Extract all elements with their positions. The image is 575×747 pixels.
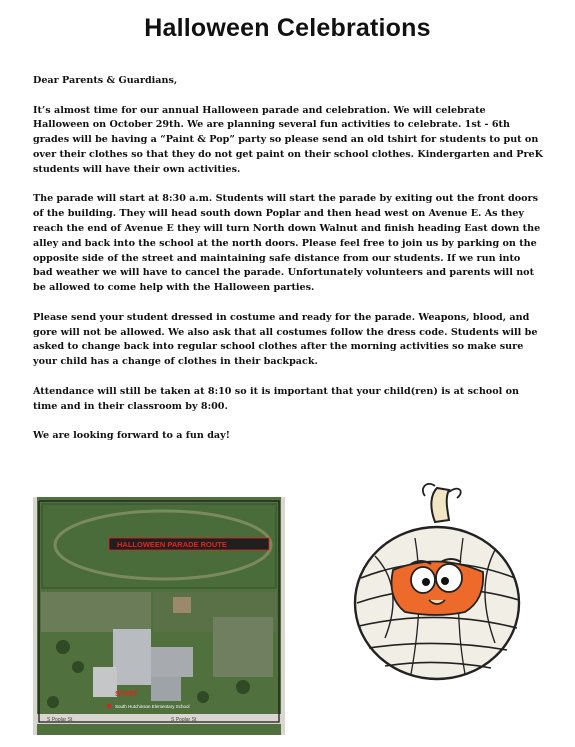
school-label: South Hutchinson Elementary School xyxy=(115,704,190,709)
route-label: HALLOWEEN PARADE ROUTE xyxy=(117,540,227,549)
paragraph-costume: Please send your student dressed in costume and ready for the parade. Weapons, blood, and gore will not be allowed. We also ask that all costumes follow the dress code. Students will be asked to change back into regular school clothes after the morning activities so make sure your child has a change of clothes in their backpack. xyxy=(33,311,538,368)
mummy-pumpkin-illustration xyxy=(345,478,530,683)
page-title: Halloween Celebrations xyxy=(144,14,431,42)
aerial-map-image xyxy=(33,497,285,735)
mummy-pumpkin-icon xyxy=(345,478,530,683)
letter-body xyxy=(33,74,543,459)
greeting: Dear Parents & Guardians, xyxy=(33,75,178,86)
paragraph-parade: The parade will start at 8:30 a.m. Students will start the parade by exiting out the front doors of the building. They will head south down Poplar and then head west on Avenue E. As they reach the end of Avenue E they will turn North down Walnut and finish heading East down the alley and back into the school at the north doors. Please feel free to join us by parking on the opposite side of the street and maintaining safe distance from our students. If we run into bad weather we will have to cancel the parade. Unfortunately volunteers and parents will not be allowed to come help with the Halloween parties. xyxy=(33,193,541,294)
paragraph-attendance: Attendance will still be taken at 8:10 so it is important that your child(ren) is at school on time and in their classroom by 8:00. xyxy=(33,385,519,412)
street-label-left: S Poplar St xyxy=(47,717,73,723)
street-label-right: S Poplar St xyxy=(171,717,197,723)
paragraph-closing: We are looking forward to a fun day! xyxy=(33,430,230,442)
start-label: START xyxy=(115,691,138,698)
paragraph-intro: It’s almost time for our annual Halloween parade and celebration. We will celebrate Halloween on October 29th. We are planning several fun activities to celebrate. 1st - 6th grades will be having a “Paint & Pop” party so please send an old tshirt for students to put on over their clothes so that they do not get paint on their school clothes. Kindergarten and PreK students will have their own activities. xyxy=(33,104,543,175)
parade-route-map xyxy=(33,497,285,735)
